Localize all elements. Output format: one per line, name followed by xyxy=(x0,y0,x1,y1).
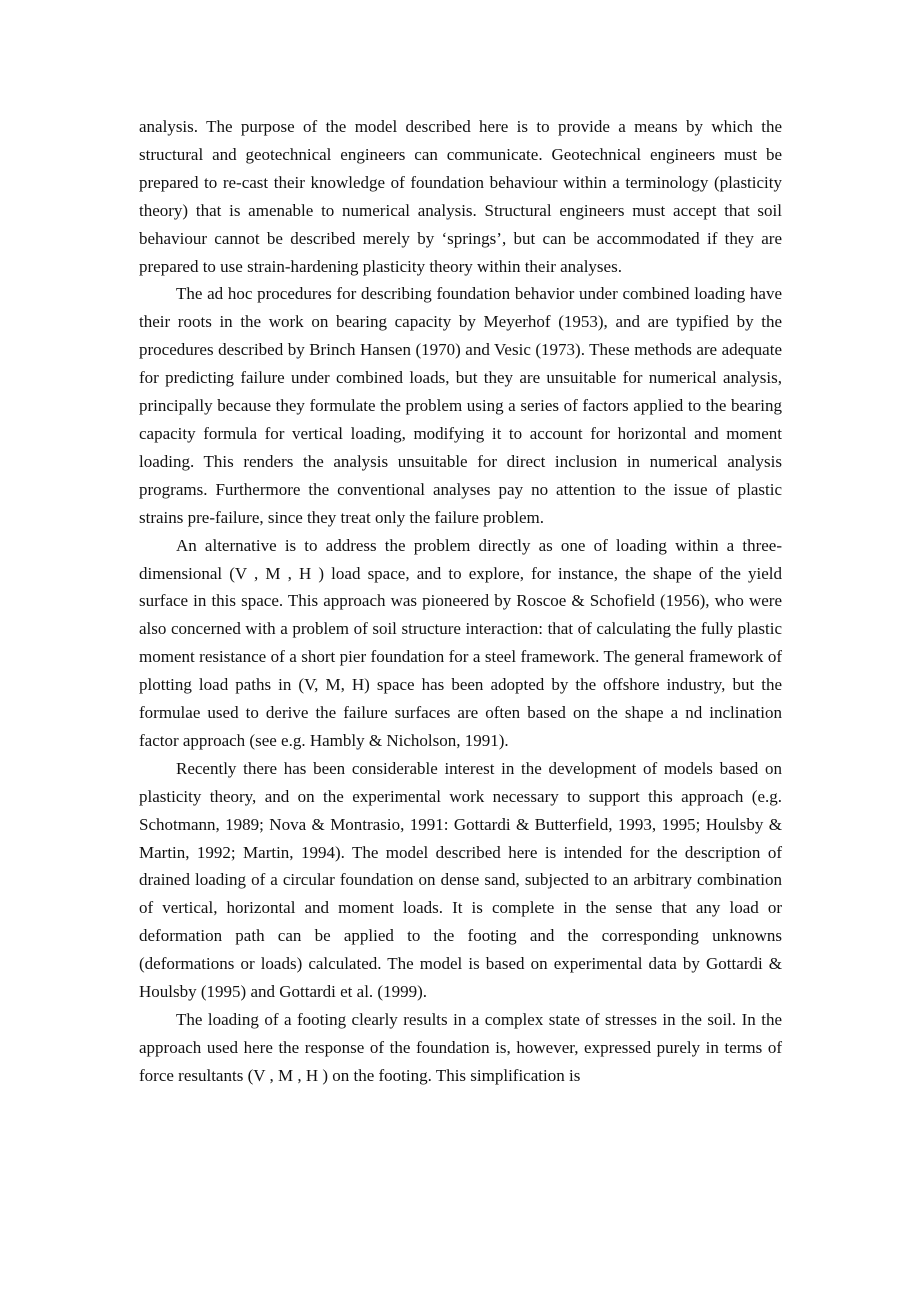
paragraph-footing-loading: The loading of a footing clearly results in a complex state of stresses in the soil. In the approach used here the response of the foundation is, however, expressed purely in terms of force resultants (V , M , H ) on the footing. This simplification is xyxy=(139,1010,782,1085)
paragraph-ad-hoc-procedures: The ad hoc procedures for describing foundation behavior under combined loading have their roots in the work on bearing capacity by Meyerhof (1953), and are typified by the procedures described by Brinch Hansen (1970) and Vesic (1973). These methods are adequate for predicting failure under combined loads, but they are unsuitable for numerical analysis, principally because they formulate the problem using a series of factors applied to the bearing capacity formula for vertical loading, modifying it to account for horizontal and moment loading. This renders the analysis unsuitable for direct inclusion in numerical analysis programs. Furthermore the conventional analyses pay no attention to the issue of plastic strains pre-failure, since they treat only the failure problem. xyxy=(139,284,782,527)
paragraph-alternative-approach: An alternative is to address the problem directly as one of loading within a three-dimensional (V , M , H ) load space, and to explore, for instance, the shape of the yield surface in this space. This approach was pioneered by Roscoe & Schofield (1956), who were also concerned with a problem of soil structure interaction: that of calculating the fully plastic moment resistance of a short pier foundation for a steel framework. The general framework of plotting load paths in (V, M, H) space has been adopted by the offshore industry, but the formulae used to derive the failure surfaces are often based on the shape a nd inclination factor approach (see e.g. Hambly & Nicholson, 1991). xyxy=(139,535,782,750)
document-body xyxy=(139,113,782,1090)
paragraph-analysis-purpose: analysis. The purpose of the model described here is to provide a means by which the structural and geotechnical engineers can communicate. Geotechnical engineers must be prepared to re-cast their knowledge of foundation behaviour within a terminology (plasticity theory) that is amenable to numerical analysis. Structural engineers must accept that soil behaviour cannot be described merely by ‘springs’, but can be accommodated if they are prepared to use strain-hardening plasticity theory within their analyses. xyxy=(139,117,782,276)
paragraph-recent-interest: Recently there has been considerable interest in the development of models based on plasticity theory, and on the experimental work necessary to support this approach (e.g. Schotmann, 1989; Nova & Montrasio, 1991: Gottardi & Butterfield, 1993, 1995; Houlsby & Martin, 1992; Martin, 1994). The model described here is intended for the description of drained loading of a circular foundation on dense sand, subjected to an arbitrary combination of vertical, horizontal and moment loads. It is complete in the sense that any load or deformation path can be applied to the footing and the corresponding unknowns (deformations or loads) calculated. The model is based on experimental data by Gottardi & Houlsby (1995) and Gottardi et al. (1999). xyxy=(139,758,782,1002)
